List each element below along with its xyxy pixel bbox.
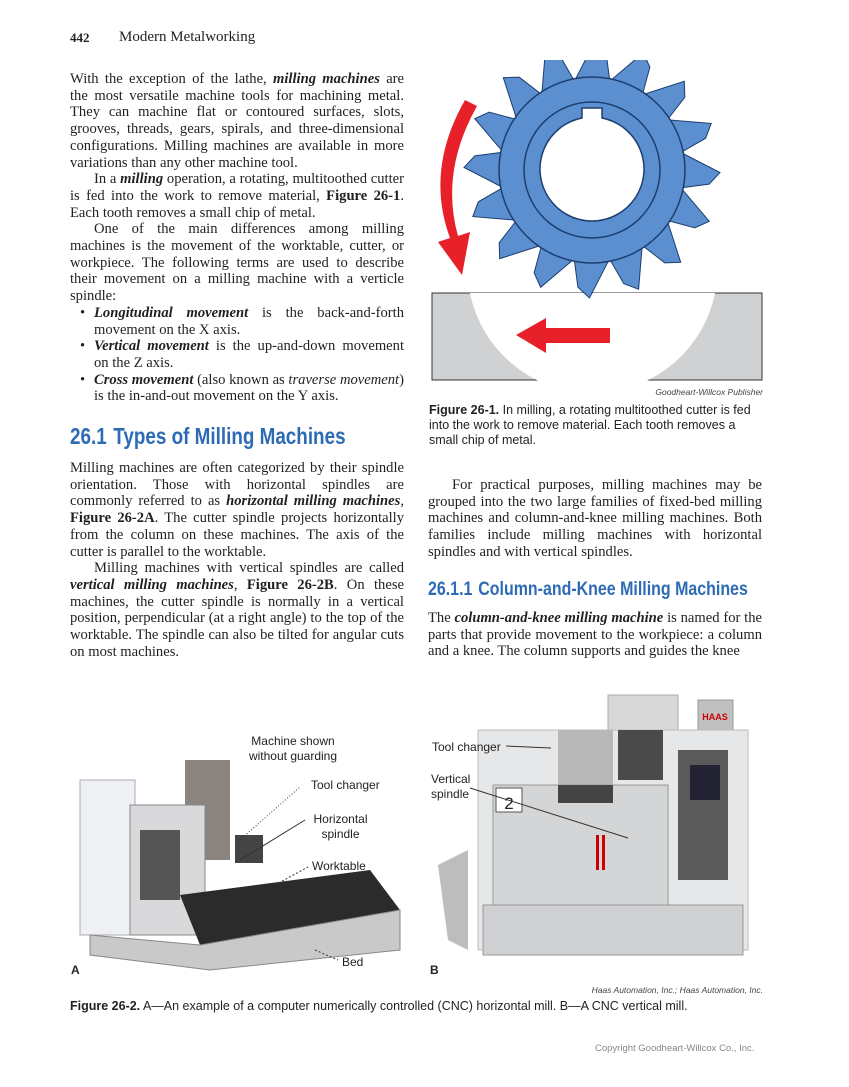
- text: The: [428, 610, 455, 626]
- text: are the most versatile machine tools for machining metal. They can machine flat or contoured surfaces, slots, grooves, threads, gears, spirals, and three-dimensional configurations. Milling machines are available in more variations than any other machine tool.: [70, 71, 405, 171]
- text: (also known as: [193, 371, 289, 388]
- term: Cross movement: [94, 371, 194, 388]
- text: With the exception of the lathe,: [70, 71, 274, 87]
- vertical-mill-photo: [428, 690, 768, 975]
- door-handle: [602, 835, 605, 870]
- right-column-top: [428, 477, 762, 561]
- term: horizontal milling machines: [226, 493, 401, 510]
- left-column-bottom: [70, 460, 404, 660]
- tool-changer-carousel: [558, 730, 613, 785]
- term: milling: [120, 171, 164, 188]
- spindle-head: [140, 830, 180, 900]
- paragraph: [428, 610, 762, 660]
- label-tool-changer: Tool changer: [311, 778, 380, 792]
- text: is the back-and-forth movement on the X axis.: [94, 304, 405, 338]
- text: ,: [400, 493, 404, 510]
- haas-logo: HAAS: [702, 712, 728, 722]
- milling-cutter-illustration: [420, 60, 770, 385]
- panel-label-a: A: [71, 963, 80, 977]
- subsection-title: Column-and-Knee Milling Machines: [478, 579, 748, 600]
- label-vertical-spindle: Vertical spindle: [431, 772, 471, 801]
- door-number: 2: [504, 794, 514, 813]
- panel-label-b: B: [430, 963, 439, 977]
- cutter-tooth: [680, 152, 720, 188]
- term: Vertical movement: [94, 338, 209, 355]
- cutter-tooth: [464, 152, 504, 188]
- figure-caption: [429, 403, 765, 448]
- text: . On these machines, the cutter spindle is normally in a vertical position, perpendicular (at a right angle) to the top of the worktable. The spindle can also be tilted for angular cuts on most machines.: [70, 576, 404, 660]
- label-machine-note: Machine shown without guarding: [248, 734, 338, 763]
- section-title: Types of Milling Machines: [113, 423, 346, 449]
- paragraph: [70, 460, 404, 560]
- term: column-and-knee milling machine: [454, 610, 664, 626]
- running-header-title: Modern Metalworking: [119, 29, 256, 45]
- page-number: 442: [70, 30, 90, 45]
- subsection-heading: [428, 579, 748, 601]
- figure-reference: Figure 26-2B: [246, 576, 334, 593]
- text: Milling machines with vertical spindles are called: [94, 560, 404, 577]
- label-bed: Bed: [342, 955, 364, 969]
- rotation-arrow: [438, 100, 477, 275]
- list-item: [94, 338, 404, 371]
- machine-base: [483, 905, 743, 955]
- text: . The cutter spindle projects horizontally from the column on these machines. The axis of the cutter is parallel to the worktable.: [70, 510, 404, 560]
- paragraph: For practical purposes, milling machines may be grouped into the two large families of fixed-bed milling machines and column-and-knee milling machines. Both families include milling machines with horizontal spindles and with vertical spindles.: [428, 477, 762, 560]
- section-number: 26.1: [70, 423, 107, 449]
- paragraph: [70, 71, 404, 171]
- machine-guard-frame: [80, 780, 135, 935]
- figure-reference: Figure 26-1: [326, 187, 401, 204]
- chip-chute: [438, 850, 468, 950]
- subsection-number: 26.1.1: [428, 579, 473, 600]
- figure-credit: Goodheart-Willcox Publisher: [655, 387, 763, 397]
- term: traverse movement: [288, 371, 400, 388]
- text: In a: [94, 171, 121, 188]
- left-column-top: [70, 71, 404, 405]
- cutter-tooth: [574, 258, 610, 298]
- list-item: [94, 372, 404, 405]
- text: . Each tooth removes a small chip of metal.: [70, 187, 404, 221]
- paragraph: [70, 560, 404, 660]
- text: operation, a rotating, multitoothed cutter is fed into the work to remove material,: [70, 171, 405, 204]
- text: is the up-and-down movement on the Z axis.: [94, 338, 404, 371]
- term: Longitudinal movement: [94, 304, 249, 321]
- term: vertical milling machines: [70, 576, 234, 593]
- label-worktable: Worktable: [312, 859, 366, 873]
- text: is named for the parts that provide movement to the workpiece: a column and a knee. The column supports and guides the knee: [428, 610, 762, 660]
- term: milling machines: [273, 71, 380, 87]
- horizontal-mill-photo: [70, 760, 420, 975]
- figure-reference: Figure 26-2A: [70, 510, 155, 527]
- control-screen: [690, 765, 720, 800]
- copyright-footer: Copyright Goodheart-Willcox Co., Inc.: [595, 1043, 755, 1054]
- leader-line: [240, 787, 300, 840]
- door-indicator: [558, 785, 613, 803]
- text: ) is the in-and-out movement on the Y axis.: [94, 371, 404, 405]
- paragraph: [70, 171, 404, 221]
- paragraph: One of the main differences among milling machines is the movement of the worktable, cutter, or workpiece. The following terms are used to describe their movement on a milling machine with a verticle spindle:: [70, 221, 404, 305]
- figure-caption: [70, 999, 770, 1014]
- caption-text: In milling, a rotating multitoothed cutter is fed into the work to remove material. Each tooth removes a small chip of metal.: [429, 403, 751, 447]
- info-panel: [618, 730, 663, 780]
- door-handle: [596, 835, 599, 870]
- text: ,: [233, 576, 247, 593]
- label-horizontal-spindle: Horizontal spindle: [313, 812, 368, 841]
- caption-label: Figure 26-2.: [70, 999, 141, 1013]
- right-column-bottom: [428, 610, 762, 664]
- list-item: [94, 305, 404, 338]
- caption-label: Figure 26-1.: [429, 403, 500, 417]
- label-tool-changer-b: Tool changer: [432, 740, 501, 754]
- section-heading: [70, 423, 346, 450]
- figure-credit: Haas Automation, Inc.; Haas Automation, Inc.: [591, 985, 763, 995]
- movement-list: [70, 305, 404, 405]
- text: Milling machines are often categorized by their spindle orientation. Those with horizontal spindles are commonly referred to as: [70, 460, 404, 510]
- caption-text: A—An example of a computer numerically controlled (CNC) horizontal mill. B—A CNC vertical mill.: [140, 999, 688, 1013]
